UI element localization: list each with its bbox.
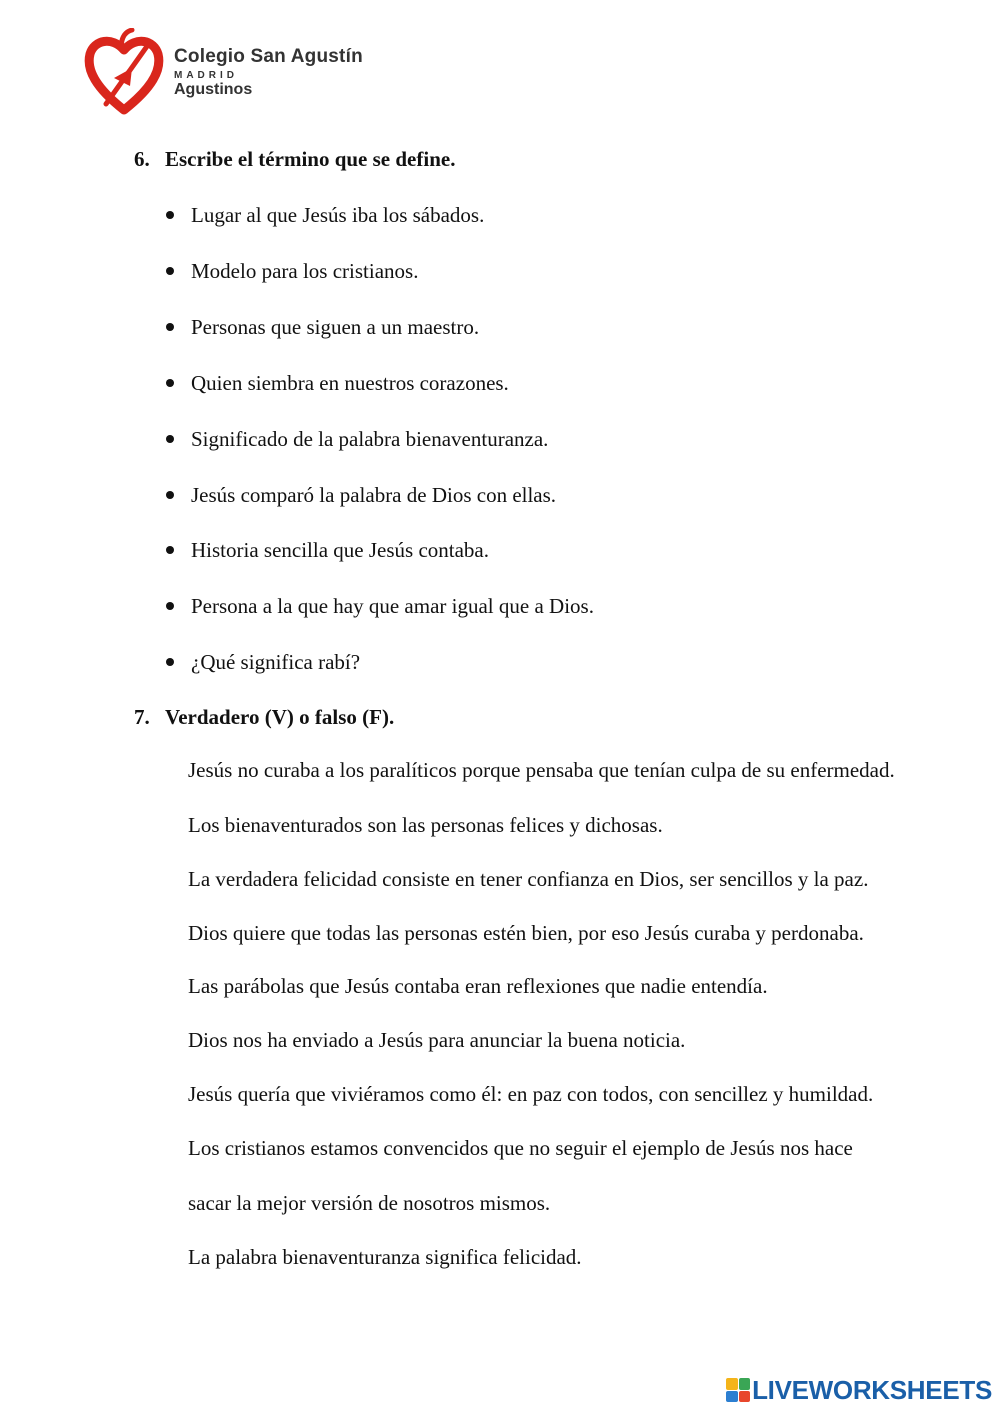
list-item: Historia sencilla que Jesús contaba. <box>166 538 489 563</box>
bullet-icon <box>166 379 174 387</box>
list-item: Significado de la palabra bienaventuranza. <box>166 427 548 452</box>
list-item: Personas que siguen a un maestro. <box>166 315 479 340</box>
school-city: MADRID <box>174 70 238 81</box>
section-title: Escribe el término que se define. <box>165 147 456 171</box>
list-item: ¿Qué significa rabí? <box>166 650 360 675</box>
bullet-icon <box>166 602 174 610</box>
bullet-icon <box>166 267 174 275</box>
brand-name: LIVEWORKSHEETS <box>752 1374 992 1405</box>
true-false-statement: Los bienaventurados son las personas felices y dichosas. <box>188 813 663 837</box>
section-title: Verdadero (V) o falso (F). <box>165 705 395 729</box>
list-item: Jesús comparó la palabra de Dios con ellas. <box>166 483 556 508</box>
list-item: Modelo para los cristianos. <box>166 259 418 284</box>
true-false-statement: Las parábolas que Jesús contaba eran reflexiones que nadie entendía. <box>188 974 768 998</box>
bullet-icon <box>166 435 174 443</box>
school-order: Agustinos <box>174 81 253 98</box>
true-false-statement: La verdadera felicidad consiste en tener confianza en Dios, ser sencillos y la paz. <box>188 867 869 891</box>
true-false-statement: La palabra bienaventuranza significa felicidad. <box>188 1245 582 1269</box>
true-false-statement: Jesús quería que viviéramos como él: en paz con todos, con sencillez y humildad. <box>188 1082 874 1106</box>
liveworksheets-brand <box>726 1373 992 1407</box>
true-false-statement-continuation: sacar la mejor versión de nosotros mismos. <box>188 1191 551 1215</box>
true-false-statement: Dios quiere que todas las personas estén bien, por eso Jesús curaba y perdonaba. <box>188 921 864 945</box>
school-logo <box>84 28 384 123</box>
bullet-icon <box>166 491 174 499</box>
bullet-icon <box>166 546 174 554</box>
list-item: Quien siembra en nuestros corazones. <box>166 371 509 396</box>
school-name: Colegio San Agustín <box>174 46 363 67</box>
liveworksheets-logo-icon <box>726 1378 750 1402</box>
section-number: 6. <box>134 147 150 171</box>
true-false-statement: Los cristianos estamos convencidos que no seguir el ejemplo de Jesús nos hace <box>188 1136 853 1160</box>
true-false-statement: Dios nos ha enviado a Jesús para anunciar la buena noticia. <box>188 1028 686 1052</box>
bullet-icon <box>166 658 174 666</box>
section-6-heading <box>134 147 455 172</box>
bullet-icon <box>166 211 174 219</box>
true-false-statement: Jesús no curaba a los paralíticos porque pensaba que tenían culpa de su enfermedad. <box>188 758 895 782</box>
bullet-icon <box>166 323 174 331</box>
heart-logo-icon <box>84 28 164 118</box>
list-item: Persona a la que hay que amar igual que a Dios. <box>166 594 594 619</box>
section-7-heading <box>134 705 394 730</box>
section-number: 7. <box>134 705 150 729</box>
list-item: Lugar al que Jesús iba los sábados. <box>166 203 484 228</box>
